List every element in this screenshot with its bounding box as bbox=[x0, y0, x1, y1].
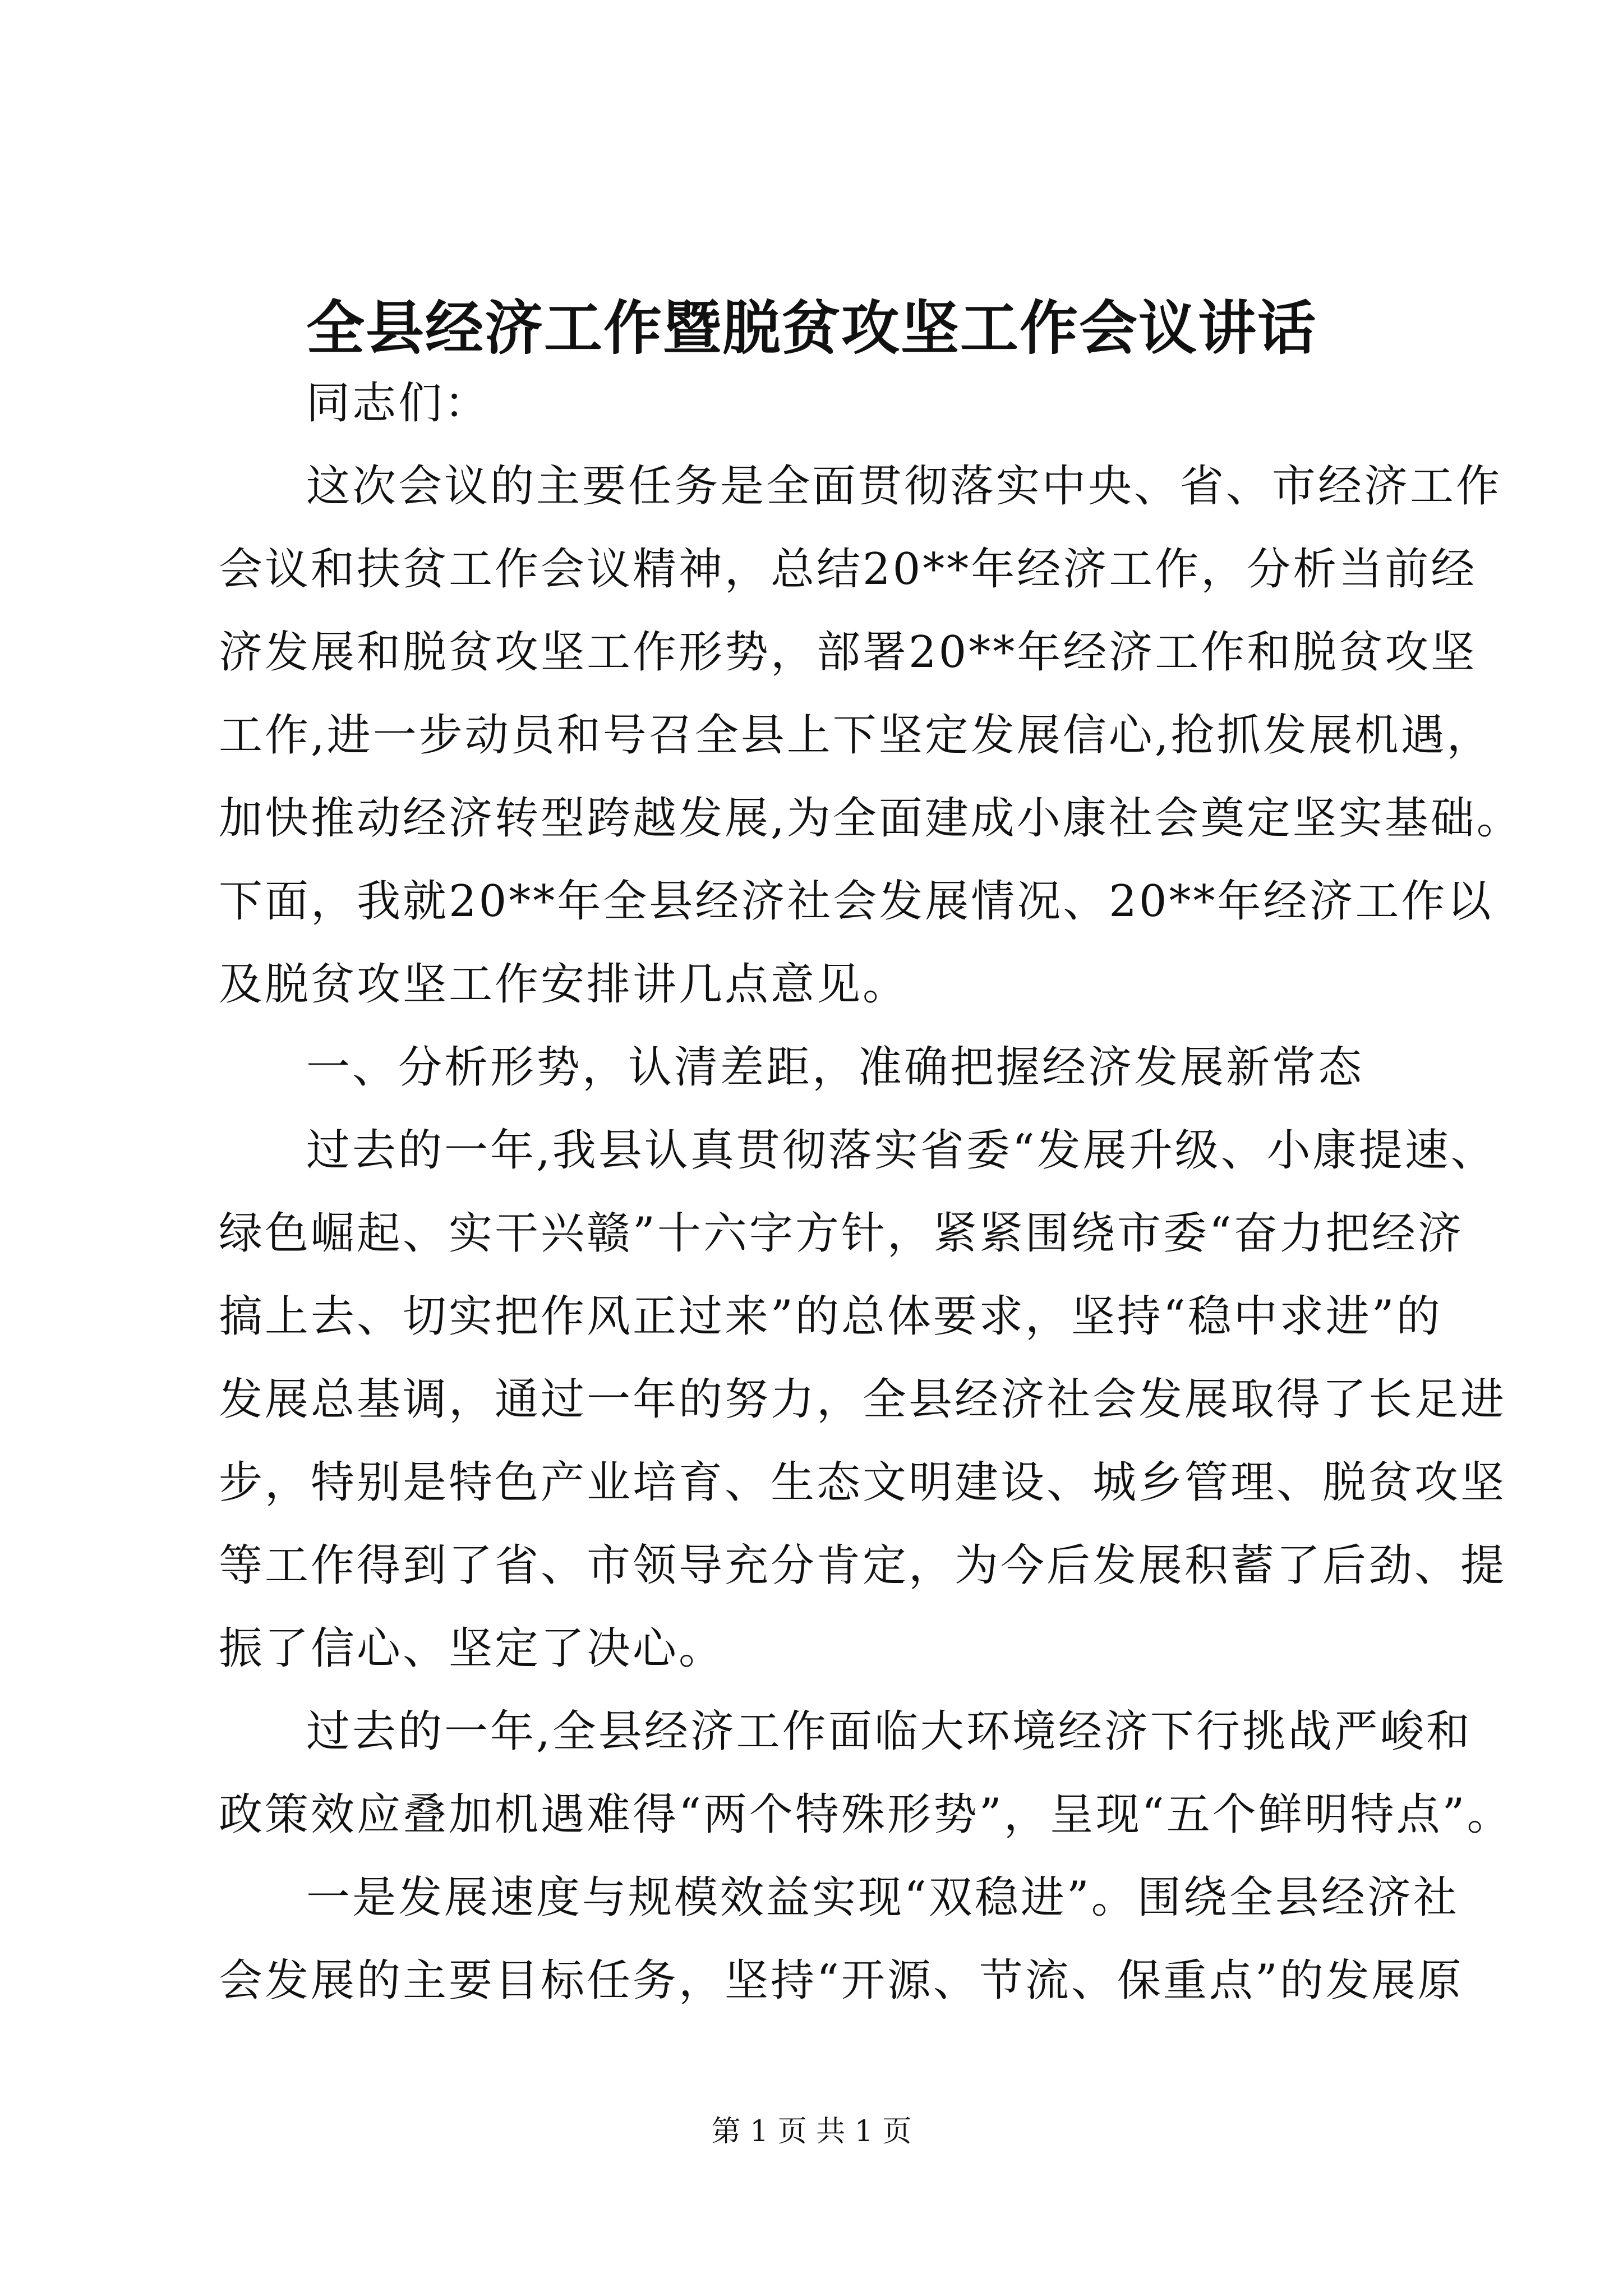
body-line: 济发展和脱贫攻坚工作形势，部署20**年经济工作和脱贫攻坚 bbox=[219, 627, 1477, 678]
body-line: 绿色崛起、实干兴赣”十六字方针，紧紧围绕市委“奋力把经济 bbox=[219, 1208, 1464, 1259]
document-title: 全县经济工作暨脱贫攻坚工作会议讲话 bbox=[306, 293, 1317, 362]
body-line: 工作,进一步动员和号召全县上下坚定发展信心,抢抓发展机遇， bbox=[219, 710, 1493, 761]
body-line: 加快推动经济转型跨越发展,为全面建成小康社会奠定坚实基础。 bbox=[219, 793, 1523, 844]
body-line: 政策效应叠加机遇难得“两个特殊形势”，呈现“五个鲜明特点”。 bbox=[219, 1789, 1513, 1840]
body-line: 下面，我就20**年全县经济社会发展情况、20**年经济工作以 bbox=[219, 876, 1493, 927]
body-line: 搞上去、切实把作风正过来”的总体要求，坚持“稳中求进”的 bbox=[219, 1291, 1442, 1342]
body-line: 一是发展速度与规模效益实现“双稳进”。围绕全县经济社 bbox=[306, 1872, 1459, 1923]
body-line: 会发展的主要目标任务，坚持“开源、节流、保重点”的发展原 bbox=[219, 1955, 1464, 2006]
body-line: 过去的一年,我县认真贯彻落实省委“发展升级、小康提速、 bbox=[306, 1125, 1497, 1176]
page-number-footer: 第 1 页 共 1 页 bbox=[711, 2115, 912, 2148]
body-line: 发展总基调，通过一年的努力，全县经济社会发展取得了长足进 bbox=[219, 1374, 1507, 1425]
document-body bbox=[219, 362, 1523, 2022]
body-line: 及脱贫攻坚工作安排讲几点意见。 bbox=[219, 959, 909, 1010]
body-line: 步，特别是特色产业培育、生态文明建设、城乡管理、脱贫攻坚 bbox=[219, 1457, 1507, 1508]
body-line: 过去的一年,全县经济工作面临大环境经济下行挑战严峻和 bbox=[306, 1706, 1472, 1757]
body-line: 同志们： bbox=[306, 378, 491, 429]
body-line: 等工作得到了省、市领导充分肯定，为今后发展积蓄了后劲、提 bbox=[219, 1540, 1507, 1591]
body-line: 振了信心、坚定了决心。 bbox=[219, 1623, 725, 1674]
body-line: 会议和扶贫工作会议精神，总结20**年经济工作，分析当前经 bbox=[219, 544, 1477, 595]
section-heading: 一、分析形势，认清差距，准确把握经济发展新常态 bbox=[306, 1042, 1364, 1093]
body-line: 这次会议的主要任务是全面贯彻落实中央、省、市经济工作 bbox=[306, 461, 1502, 512]
